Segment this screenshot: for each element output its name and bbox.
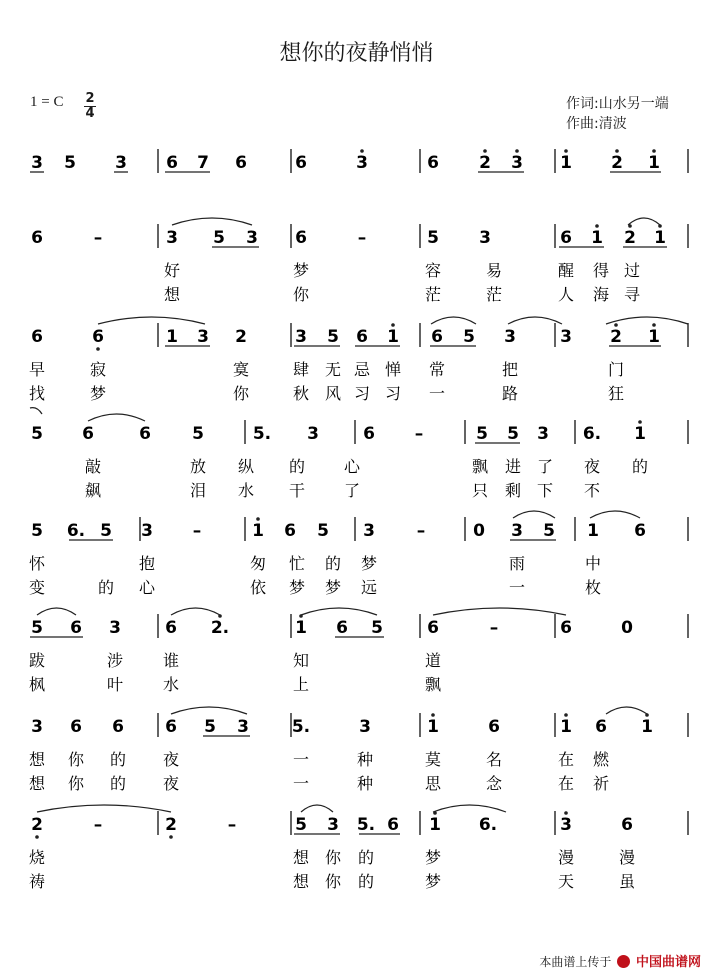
lyric-line1-char: 得 (592, 261, 610, 280)
lyric-line1-char: 梦 (360, 554, 378, 573)
lyric-line1-char: 想 (292, 848, 310, 867)
octave-dot (360, 149, 364, 153)
lyric-line1-char: 想 (28, 750, 46, 769)
note: 6 (634, 521, 646, 541)
note: 6. (582, 424, 602, 444)
note: 1 (427, 717, 439, 737)
lyric-line1-char: 夜 (162, 750, 180, 769)
lyric-line1-char: 门 (607, 360, 625, 379)
lyric-line1-char: 寞 (232, 360, 250, 379)
note: 6 (166, 153, 178, 173)
note: 5 (476, 424, 488, 444)
note: 2 (624, 228, 636, 248)
lyric-line2-char: 想 (163, 285, 181, 304)
lyric-line2-char: 秋 (292, 384, 310, 403)
lyric-line1-char: 了 (536, 457, 554, 476)
lyric-line2-char: 的 (357, 872, 375, 891)
lyric-line1-char: 过 (623, 261, 641, 280)
note: – (416, 521, 426, 541)
slur (171, 608, 220, 615)
lyric-line1-char: 忌 (353, 360, 371, 379)
lyric-line2-char: 虽 (618, 872, 636, 891)
lyricist-credit: 作词:山水另一端 (566, 96, 669, 112)
note: 5 (31, 424, 43, 444)
note: 6 (295, 153, 307, 173)
lyric-line2-char: 上 (292, 675, 310, 694)
note: 5 (371, 618, 383, 638)
note: – (489, 618, 499, 638)
slur (301, 608, 377, 615)
note: 3 (359, 717, 371, 737)
note: 1 (295, 618, 307, 638)
note: 3 (479, 228, 491, 248)
note: 3 (115, 153, 127, 173)
note: 5 (213, 228, 225, 248)
note: 6 (70, 717, 82, 737)
slur (37, 608, 76, 615)
lyric-line1-char: 梦 (292, 261, 310, 280)
note: 6 (621, 815, 633, 835)
key-signature: 1 = C (30, 94, 64, 110)
note: 3 (166, 228, 178, 248)
note: 6 (139, 424, 151, 444)
octave-dot (638, 420, 642, 424)
note: 3 (504, 327, 516, 347)
note: 5 (31, 618, 43, 638)
note: 1 (252, 521, 264, 541)
note: 3 (537, 424, 549, 444)
lyric-line2-char: 心 (138, 578, 156, 597)
lyric-line1-char: 雨 (508, 554, 526, 573)
footer-watermark (539, 951, 701, 970)
octave-dot (595, 224, 599, 228)
note: 3 (560, 327, 572, 347)
lyric-line1-char: 无 (324, 360, 342, 379)
note: – (357, 228, 367, 248)
lyric-line1-char: 肆 (292, 360, 310, 379)
note: 1 (429, 815, 441, 835)
lyric-line2-char: 泪 (189, 481, 207, 500)
lyric-line1-char: 敲 (84, 457, 102, 476)
note: 5 (31, 521, 43, 541)
note: 5 (100, 521, 112, 541)
lyric-line1-char: 烧 (28, 848, 46, 867)
octave-dot (35, 835, 39, 839)
lyric-line2-char: 习 (384, 384, 402, 403)
octave-dot (96, 347, 100, 351)
note: 6 (363, 424, 375, 444)
lyric-line1-char: 飘 (471, 457, 489, 476)
lyric-line1-char: 常 (428, 360, 446, 379)
note: 1 (560, 717, 572, 737)
note: 3 (246, 228, 258, 248)
lyric-line2-char: 变 (28, 578, 46, 597)
lyric-line1-char: 好 (163, 261, 181, 280)
slur (433, 608, 566, 615)
lyric-line2-char: 习 (353, 384, 371, 403)
song-title: 想你的夜静悄悄 (279, 41, 434, 66)
slur (433, 805, 506, 812)
lyric-line2-char: 水 (162, 675, 180, 694)
note: 5 (64, 153, 76, 173)
note: – (227, 815, 237, 835)
note: 1 (648, 153, 660, 173)
note: 0 (473, 521, 485, 541)
lyric-line1-char: 的 (288, 457, 306, 476)
lyric-line2-char: 天 (557, 872, 575, 891)
note: 6 (70, 618, 82, 638)
note: 3 (560, 815, 572, 835)
lyric-line1-char: 忙 (288, 554, 306, 573)
note: 5 (507, 424, 519, 444)
lyric-line1-char: 漫 (557, 848, 575, 867)
lyric-line2-char: 茫 (485, 285, 503, 304)
octave-dot (431, 713, 435, 717)
slur (171, 707, 247, 714)
lyric-line2-char: 人 (557, 285, 575, 304)
lyric-line1-char: 中 (584, 554, 602, 573)
lyric-line1-char: 寂 (89, 360, 107, 379)
slur (98, 317, 205, 324)
note: – (192, 521, 202, 541)
note: 6 (284, 521, 296, 541)
lyric-line2-char: 想 (28, 774, 46, 793)
slur (172, 218, 252, 225)
note: 6. (478, 815, 498, 835)
lyric-line2-char: 干 (288, 481, 306, 500)
lyric-line2-char: 狂 (607, 384, 625, 403)
note: 7 (197, 153, 209, 173)
note: 1 (591, 228, 603, 248)
note: 5. (291, 717, 311, 737)
lyric-line2-char: 祈 (592, 774, 610, 793)
note: 5 (543, 521, 555, 541)
time-signature-bottom: 4 (85, 106, 95, 121)
note: 6 (560, 618, 572, 638)
slur (508, 317, 562, 324)
note: 5 (295, 815, 307, 835)
lyric-line1-char: 涉 (106, 651, 124, 670)
lyric-line1-char: 的 (357, 848, 375, 867)
note: 1 (648, 327, 660, 347)
composer-credit: 作曲:清波 (566, 116, 627, 132)
octave-dot (564, 713, 568, 717)
lyric-line2-char: 下 (536, 481, 554, 500)
note: 6 (560, 228, 572, 248)
slur (88, 414, 145, 421)
lyric-line2-char: 了 (343, 481, 361, 500)
site-logo-icon (617, 955, 630, 968)
note: 6 (165, 618, 177, 638)
octave-dot (564, 149, 568, 153)
slur (37, 805, 171, 812)
lyric-line1-char: 易 (485, 261, 503, 280)
note: 3 (511, 521, 523, 541)
lyric-line1-char: 容 (424, 261, 442, 280)
note: 6 (595, 717, 607, 737)
note: 6 (92, 327, 104, 347)
note: 2 (479, 153, 491, 173)
note: 1 (166, 327, 178, 347)
lyric-line2-char: 梦 (424, 872, 442, 891)
note: 1 (387, 327, 399, 347)
note: 2 (31, 815, 43, 835)
lyric-line2-char: 水 (237, 481, 255, 500)
lyric-line2-char: 祷 (28, 872, 46, 891)
lyric-line1-char: 醒 (557, 261, 575, 280)
lyric-line1-char: 抱 (138, 554, 156, 573)
note: 5 (463, 327, 475, 347)
note: 1 (560, 153, 572, 173)
tie-continuation (30, 408, 42, 414)
octave-dot (515, 149, 519, 153)
footer-site: 中国曲谱网 (635, 955, 701, 970)
octave-dot (614, 323, 618, 327)
note: 3 (141, 521, 153, 541)
lyric-line2-char: 寻 (623, 285, 641, 304)
lyric-line2-char: 叶 (106, 675, 124, 694)
note: 6 (427, 153, 439, 173)
note: 3 (327, 815, 339, 835)
lyric-line1-char: 惮 (384, 360, 402, 379)
note: 2 (165, 815, 177, 835)
lyric-line1-char: 在 (557, 750, 575, 769)
lyric-line2-char: 海 (592, 285, 610, 304)
lyric-line1-char: 放 (189, 457, 207, 476)
slur (590, 511, 640, 518)
octave-dot (652, 323, 656, 327)
note: 3 (237, 717, 249, 737)
note: 2 (610, 327, 622, 347)
lyric-line1-char: 漫 (618, 848, 636, 867)
lyric-line2-char: 思 (424, 774, 442, 793)
note: – (93, 228, 103, 248)
octave-dot (483, 149, 487, 153)
lyric-line2-char: 想 (292, 872, 310, 891)
lyric-line2-char: 枫 (28, 675, 46, 694)
note: 2 (235, 327, 247, 347)
note: 3 (511, 153, 523, 173)
lyric-line2-char: 风 (324, 384, 342, 403)
lyric-line1-char: 早 (28, 360, 46, 379)
lyric-line2-char: 梦 (288, 578, 306, 597)
lyric-line1-char: 心 (343, 457, 361, 476)
lyric-line2-char: 的 (97, 578, 115, 597)
note: 1 (641, 717, 653, 737)
note: 5. (356, 815, 376, 835)
lyric-line2-char: 夜 (162, 774, 180, 793)
lyric-line1-char: 种 (356, 750, 374, 769)
lyric-line1-char: 进 (504, 457, 522, 476)
note: 3 (363, 521, 375, 541)
lyric-line2-char: 你 (292, 285, 310, 304)
lyric-line1-char: 道 (424, 651, 442, 670)
lyric-line2-char: 一 (508, 578, 526, 597)
note: 6 (31, 228, 43, 248)
lyric-line2-char: 只 (471, 481, 489, 500)
note: 3 (295, 327, 307, 347)
note: 6 (488, 717, 500, 737)
lyric-line1-char: 一 (292, 750, 310, 769)
lyric-line2-char: 一 (428, 384, 446, 403)
lyric-line1-char: 谁 (162, 651, 180, 670)
note: 6 (165, 717, 177, 737)
slur (431, 317, 476, 324)
octave-dot (564, 811, 568, 815)
note: 6 (356, 327, 368, 347)
note: 5 (192, 424, 204, 444)
note: 1 (634, 424, 646, 444)
lyric-line1-char: 名 (485, 750, 503, 769)
lyric-line2-char: 剩 (504, 481, 522, 500)
lyric-line1-char: 莫 (424, 750, 442, 769)
note: 1 (654, 228, 666, 248)
lyric-line2-char: 梦 (89, 384, 107, 403)
slur (606, 707, 647, 714)
note: 5 (427, 228, 439, 248)
lyric-line2-char: 你 (324, 872, 342, 891)
lyric-line1-char: 把 (501, 360, 519, 379)
octave-dot (615, 149, 619, 153)
note: 6 (31, 327, 43, 347)
lyric-line1-char: 梦 (424, 848, 442, 867)
time-signature-top: 2 (85, 91, 95, 106)
slur (301, 805, 333, 812)
octave-dot (169, 835, 173, 839)
note: 3 (31, 717, 43, 737)
lyric-line2-char: 一 (292, 774, 310, 793)
note: 2. (210, 618, 230, 638)
note: 6 (295, 228, 307, 248)
note: 6 (82, 424, 94, 444)
lyric-line1-char: 匆 (249, 554, 267, 573)
lyric-line2-char: 路 (501, 384, 519, 403)
note: 3 (307, 424, 319, 444)
note: – (93, 815, 103, 835)
lyric-line2-char: 依 (249, 578, 267, 597)
lyric-line2-char: 枚 (584, 578, 602, 597)
note: 6. (66, 521, 86, 541)
lyric-line1-char: 夜 (583, 457, 601, 476)
lyric-line1-char: 燃 (592, 750, 610, 769)
lyric-line2-char: 飘 (424, 675, 442, 694)
lyric-line1-char: 的 (631, 457, 649, 476)
lyric-line1-char: 的 (109, 750, 127, 769)
note: 3 (197, 327, 209, 347)
note: – (414, 424, 424, 444)
lyric-line1-char: 你 (67, 750, 85, 769)
note: 6 (112, 717, 124, 737)
lyric-line2-char: 念 (485, 774, 503, 793)
lyric-line2-char: 你 (232, 384, 250, 403)
octave-dot (391, 323, 395, 327)
lyric-line1-char: 你 (324, 848, 342, 867)
lyric-line2-char: 种 (356, 774, 374, 793)
lyric-line2-char: 的 (109, 774, 127, 793)
note: 1 (587, 521, 599, 541)
octave-dot (256, 517, 260, 521)
note: 3 (109, 618, 121, 638)
lyric-line1-char: 知 (292, 651, 310, 670)
lyric-line2-char: 找 (28, 384, 46, 403)
note: 6 (387, 815, 399, 835)
lyric-line1-char: 怀 (28, 554, 46, 573)
note: 5 (317, 521, 329, 541)
note: 3 (356, 153, 368, 173)
note: 0 (621, 618, 633, 638)
note: 6 (235, 153, 247, 173)
footer-text: 本曲谱上传于 (539, 955, 612, 969)
lyric-line2-char: 在 (557, 774, 575, 793)
note: 2 (611, 153, 623, 173)
lyric-line1-char: 跋 (28, 651, 46, 670)
lyric-line1-char: 的 (324, 554, 342, 573)
note: 6 (427, 618, 439, 638)
slur (513, 511, 555, 518)
lyric-line2-char: 梦 (324, 578, 342, 597)
lyric-line2-char: 茫 (424, 285, 442, 304)
note: 5 (204, 717, 216, 737)
lyric-line2-char: 不 (583, 481, 601, 500)
note: 5. (252, 424, 272, 444)
note: 6 (431, 327, 443, 347)
slur (628, 218, 660, 225)
lyric-line1-char: 纵 (237, 457, 255, 476)
lyric-line2-char: 飙 (84, 481, 102, 500)
lyric-line2-char: 远 (360, 578, 378, 597)
lyric-line2-char: 你 (67, 774, 85, 793)
note: 5 (327, 327, 339, 347)
note: 6 (336, 618, 348, 638)
note: 3 (31, 153, 43, 173)
octave-dot (652, 149, 656, 153)
slur (606, 317, 688, 324)
